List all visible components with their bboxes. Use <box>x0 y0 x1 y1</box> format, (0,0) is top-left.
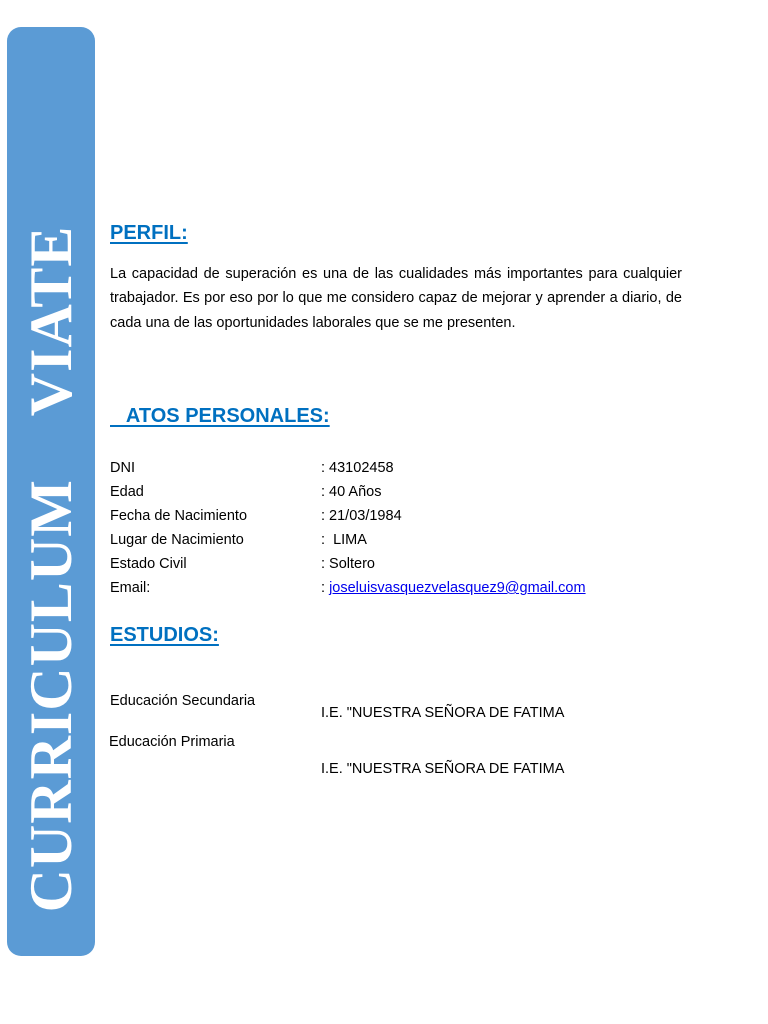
primaria-label: Educación Primaria <box>109 734 235 750</box>
secundaria-label: Educación Secundaria <box>110 693 256 709</box>
perfil-heading: PERFIL: <box>110 222 188 244</box>
email-value <box>321 580 586 596</box>
perfil-text: La capacidad de superación es una de las cualidades más importantes para cualquier trabajador. Es por eso por lo que me considero capaz de mejorar y aprender a diario, de cada una de las oportunidades laborales que se me presenten. <box>110 266 682 331</box>
estado-civil-value: : Soltero <box>321 556 375 572</box>
primaria-school: I.E. "NUESTRA SEÑORA DE FATIMA <box>321 761 565 777</box>
lugar-nacimiento-value: : LIMA <box>321 532 367 548</box>
edad-row <box>110 484 670 504</box>
datos-personales-heading: ATOS PERSONALES: <box>110 405 330 427</box>
lugar-nacimiento-label: Lugar de Nacimiento <box>110 532 244 548</box>
edad-label: Edad <box>110 484 144 500</box>
fecha-nacimiento-value: : 21/03/1984 <box>321 508 402 524</box>
email-link[interactable]: joseluisvasquezvelasquez9@gmail.com <box>329 580 586 596</box>
fecha-nacimiento-row <box>110 508 670 528</box>
estado-civil-label: Estado Civil <box>110 556 187 572</box>
fecha-nacimiento-label: Fecha de Nacimiento <box>110 508 248 524</box>
email-label: Email: <box>110 580 151 596</box>
dni-label: DNI <box>110 460 135 476</box>
sidebar-banner <box>7 27 95 956</box>
secundaria-school: I.E. "NUESTRA SEÑORA DE FATIMA <box>321 705 565 721</box>
lugar-nacimiento-row <box>110 532 670 552</box>
dni-value: : 43102458 <box>321 460 394 476</box>
dni-row <box>110 460 670 480</box>
estado-civil-row <box>110 556 670 576</box>
estudios-heading: ESTUDIOS: <box>110 624 219 646</box>
email-colon: : <box>321 580 330 596</box>
email-row <box>110 580 670 600</box>
edad-value: : 40 Años <box>321 484 382 500</box>
sidebar-title: CURRICULUM VIATE <box>18 225 84 913</box>
